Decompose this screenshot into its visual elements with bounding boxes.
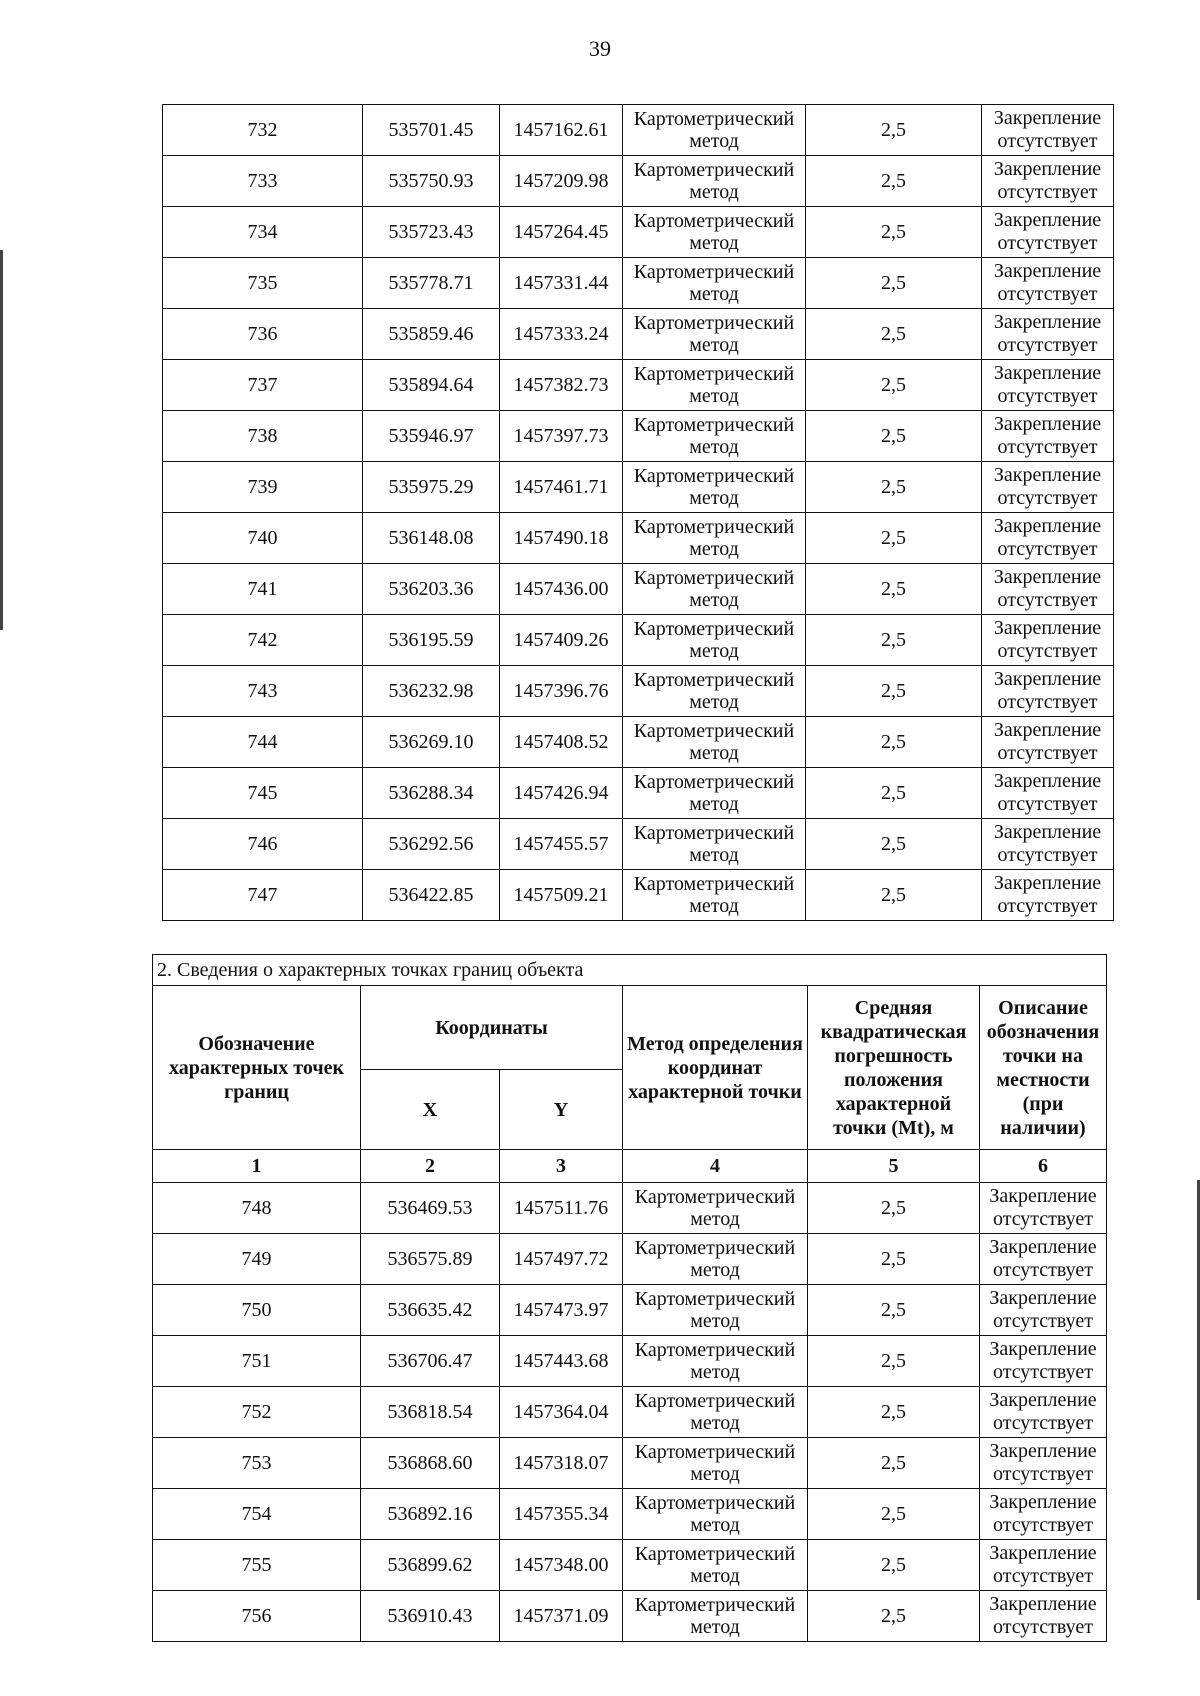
point-cell: 753	[153, 1438, 361, 1489]
description-cell: Закрепление отсутствует	[982, 207, 1114, 258]
x-coordinate-cell: 535778.71	[363, 258, 500, 309]
x-coordinate-cell: 536892.16	[361, 1489, 500, 1540]
x-coordinate-cell: 535894.64	[363, 360, 500, 411]
description-cell: Закрепление отсутствует	[980, 1438, 1107, 1489]
y-coordinate-cell: 1457473.97	[500, 1285, 623, 1336]
point-cell: 756	[153, 1591, 361, 1642]
error-cell: 2,5	[806, 717, 982, 768]
table-row	[153, 1387, 1107, 1438]
description-cell: Закрепление отсутствует	[980, 1489, 1107, 1540]
method-cell: Картометрический метод	[623, 411, 806, 462]
y-coordinate-cell: 1457509.21	[500, 870, 623, 921]
x-coordinate-cell: 536269.10	[363, 717, 500, 768]
table-row	[163, 309, 1114, 360]
point-cell: 738	[163, 411, 363, 462]
y-coordinate-cell: 1457382.73	[500, 360, 623, 411]
method-cell: Картометрический метод	[623, 1438, 808, 1489]
y-coordinate-cell: 1457461.71	[500, 462, 623, 513]
description-cell: Закрепление отсутствует	[982, 615, 1114, 666]
header-point-designation: Обозначение характерных точек границ	[153, 986, 361, 1150]
y-coordinate-cell: 1457333.24	[500, 309, 623, 360]
error-cell: 2,5	[806, 360, 982, 411]
table-row	[163, 411, 1114, 462]
method-cell: Картометрический метод	[623, 207, 806, 258]
description-cell: Закрепление отсутствует	[980, 1540, 1107, 1591]
y-coordinate-cell: 1457318.07	[500, 1438, 623, 1489]
y-coordinate-cell: 1457436.00	[500, 564, 623, 615]
method-cell: Картометрический метод	[623, 1591, 808, 1642]
description-cell: Закрепление отсутствует	[982, 462, 1114, 513]
table-row	[153, 1183, 1107, 1234]
point-cell: 749	[153, 1234, 361, 1285]
description-cell: Закрепление отсутствует	[982, 105, 1114, 156]
column-number: 6	[980, 1150, 1107, 1183]
point-cell: 754	[153, 1489, 361, 1540]
table-row	[163, 666, 1114, 717]
x-coordinate-cell: 535975.29	[363, 462, 500, 513]
x-coordinate-cell: 536292.56	[363, 819, 500, 870]
table-row	[163, 207, 1114, 258]
table-row	[153, 1438, 1107, 1489]
x-coordinate-cell: 536203.36	[363, 564, 500, 615]
scan-edge-left	[0, 250, 3, 630]
table-row	[163, 258, 1114, 309]
point-cell: 741	[163, 564, 363, 615]
point-cell: 746	[163, 819, 363, 870]
table-row	[163, 615, 1114, 666]
description-cell: Закрепление отсутствует	[980, 1591, 1107, 1642]
x-coordinate-cell: 536635.42	[361, 1285, 500, 1336]
point-cell: 755	[153, 1540, 361, 1591]
y-coordinate-cell: 1457355.34	[500, 1489, 623, 1540]
point-cell: 739	[163, 462, 363, 513]
point-cell: 750	[153, 1285, 361, 1336]
x-coordinate-cell: 535723.43	[363, 207, 500, 258]
error-cell: 2,5	[806, 156, 982, 207]
method-cell: Картометрический метод	[623, 1285, 808, 1336]
header-error: Средняя квадратическая погрешность положения характерной точки (Mt), м	[808, 986, 980, 1150]
error-cell: 2,5	[808, 1183, 980, 1234]
error-cell: 2,5	[808, 1336, 980, 1387]
table-row	[153, 1285, 1107, 1336]
description-cell: Закрепление отсутствует	[982, 870, 1114, 921]
description-cell: Закрепление отсутствует	[980, 1336, 1107, 1387]
point-cell: 736	[163, 309, 363, 360]
error-cell: 2,5	[806, 615, 982, 666]
method-cell: Картометрический метод	[623, 615, 806, 666]
point-cell: 745	[163, 768, 363, 819]
error-cell: 2,5	[806, 666, 982, 717]
table-row	[163, 717, 1114, 768]
boundary-points-table	[152, 954, 1107, 1642]
table-row	[153, 1336, 1107, 1387]
point-cell: 735	[163, 258, 363, 309]
method-cell: Картометрический метод	[623, 564, 806, 615]
description-cell: Закрепление отсутствует	[980, 1387, 1107, 1438]
x-coordinate-cell: 536422.85	[363, 870, 500, 921]
method-cell: Картометрический метод	[623, 666, 806, 717]
method-cell: Картометрический метод	[623, 819, 806, 870]
method-cell: Картометрический метод	[623, 1387, 808, 1438]
y-coordinate-cell: 1457497.72	[500, 1234, 623, 1285]
error-cell: 2,5	[808, 1489, 980, 1540]
method-cell: Картометрический метод	[623, 462, 806, 513]
x-coordinate-cell: 535701.45	[363, 105, 500, 156]
table-row	[153, 1489, 1107, 1540]
y-coordinate-cell: 1457264.45	[500, 207, 623, 258]
page-number: 39	[589, 36, 611, 61]
table-row	[153, 1591, 1107, 1642]
table-row	[153, 1234, 1107, 1285]
method-cell: Картометрический метод	[623, 360, 806, 411]
x-coordinate-cell: 535750.93	[363, 156, 500, 207]
y-coordinate-cell: 1457511.76	[500, 1183, 623, 1234]
error-cell: 2,5	[808, 1438, 980, 1489]
error-cell: 2,5	[806, 462, 982, 513]
y-coordinate-cell: 1457455.57	[500, 819, 623, 870]
y-coordinate-cell: 1457426.94	[500, 768, 623, 819]
table-row	[163, 768, 1114, 819]
point-cell: 748	[153, 1183, 361, 1234]
column-number: 2	[361, 1150, 500, 1183]
x-coordinate-cell: 536868.60	[361, 1438, 500, 1489]
method-cell: Картометрический метод	[623, 717, 806, 768]
table-row	[163, 105, 1114, 156]
y-coordinate-cell: 1457331.44	[500, 258, 623, 309]
column-number: 1	[153, 1150, 361, 1183]
error-cell: 2,5	[806, 258, 982, 309]
description-cell: Закрепление отсутствует	[980, 1285, 1107, 1336]
method-cell: Картометрический метод	[623, 1336, 808, 1387]
method-cell: Картометрический метод	[623, 1489, 808, 1540]
description-cell: Закрепление отсутствует	[982, 309, 1114, 360]
description-cell: Закрепление отсутствует	[980, 1183, 1107, 1234]
point-cell: 740	[163, 513, 363, 564]
table-row	[163, 870, 1114, 921]
table-row	[153, 1540, 1107, 1591]
error-cell: 2,5	[806, 870, 982, 921]
error-cell: 2,5	[806, 768, 982, 819]
x-coordinate-cell: 535946.97	[363, 411, 500, 462]
method-cell: Картометрический метод	[623, 1540, 808, 1591]
x-coordinate-cell: 536232.98	[363, 666, 500, 717]
section-title: 2. Сведения о характерных точках границ объекта	[153, 955, 1107, 986]
table-row	[163, 360, 1114, 411]
header-description: Описание обозначения точки на местности (при наличии)	[980, 986, 1107, 1150]
point-cell: 732	[163, 105, 363, 156]
x-coordinate-cell: 536575.89	[361, 1234, 500, 1285]
y-coordinate-cell: 1457397.73	[500, 411, 623, 462]
error-cell: 2,5	[808, 1234, 980, 1285]
x-coordinate-cell: 536899.62	[361, 1540, 500, 1591]
error-cell: 2,5	[806, 411, 982, 462]
description-cell: Закрепление отсутствует	[982, 768, 1114, 819]
x-coordinate-cell: 536288.34	[363, 768, 500, 819]
y-coordinate-cell: 1457396.76	[500, 666, 623, 717]
error-cell: 2,5	[806, 207, 982, 258]
point-cell: 733	[163, 156, 363, 207]
point-cell: 747	[163, 870, 363, 921]
x-coordinate-cell: 536148.08	[363, 513, 500, 564]
method-cell: Картометрический метод	[623, 156, 806, 207]
method-cell: Картометрический метод	[623, 105, 806, 156]
point-cell: 737	[163, 360, 363, 411]
error-cell: 2,5	[806, 564, 982, 615]
point-cell: 734	[163, 207, 363, 258]
error-cell: 2,5	[806, 513, 982, 564]
y-coordinate-cell: 1457162.61	[500, 105, 623, 156]
x-coordinate-cell: 536818.54	[361, 1387, 500, 1438]
header-method: Метод определения координат характерной точки	[623, 986, 808, 1150]
column-number: 4	[623, 1150, 808, 1183]
table-row	[163, 513, 1114, 564]
error-cell: 2,5	[806, 105, 982, 156]
x-coordinate-cell: 536706.47	[361, 1336, 500, 1387]
boundary-points-table-continued	[162, 104, 1114, 921]
description-cell: Закрепление отсутствует	[982, 819, 1114, 870]
description-cell: Закрепление отсутствует	[982, 360, 1114, 411]
error-cell: 2,5	[806, 819, 982, 870]
method-cell: Картометрический метод	[623, 1234, 808, 1285]
method-cell: Картометрический метод	[623, 870, 806, 921]
table-row	[163, 462, 1114, 513]
column-number: 3	[500, 1150, 623, 1183]
point-cell: 743	[163, 666, 363, 717]
description-cell: Закрепление отсутствует	[982, 666, 1114, 717]
point-cell: 744	[163, 717, 363, 768]
error-cell: 2,5	[806, 309, 982, 360]
error-cell: 2,5	[808, 1387, 980, 1438]
description-cell: Закрепление отсутствует	[982, 156, 1114, 207]
point-cell: 752	[153, 1387, 361, 1438]
error-cell: 2,5	[808, 1540, 980, 1591]
description-cell: Закрепление отсутствует	[982, 717, 1114, 768]
table-row	[163, 819, 1114, 870]
method-cell: Картометрический метод	[623, 1183, 808, 1234]
y-coordinate-cell: 1457371.09	[500, 1591, 623, 1642]
description-cell: Закрепление отсутствует	[982, 258, 1114, 309]
header-x: X	[361, 1070, 500, 1150]
description-cell: Закрепление отсутствует	[982, 513, 1114, 564]
header-y: Y	[500, 1070, 623, 1150]
column-number: 5	[808, 1150, 980, 1183]
y-coordinate-cell: 1457408.52	[500, 717, 623, 768]
y-coordinate-cell: 1457443.68	[500, 1336, 623, 1387]
x-coordinate-cell: 535859.46	[363, 309, 500, 360]
header-coordinates: Координаты	[361, 986, 623, 1070]
y-coordinate-cell: 1457209.98	[500, 156, 623, 207]
description-cell: Закрепление отсутствует	[982, 564, 1114, 615]
method-cell: Картометрический метод	[623, 258, 806, 309]
method-cell: Картометрический метод	[623, 768, 806, 819]
x-coordinate-cell: 536195.59	[363, 615, 500, 666]
y-coordinate-cell: 1457409.26	[500, 615, 623, 666]
x-coordinate-cell: 536469.53	[361, 1183, 500, 1234]
point-cell: 742	[163, 615, 363, 666]
description-cell: Закрепление отсутствует	[980, 1234, 1107, 1285]
y-coordinate-cell: 1457490.18	[500, 513, 623, 564]
y-coordinate-cell: 1457364.04	[500, 1387, 623, 1438]
method-cell: Картометрический метод	[623, 309, 806, 360]
method-cell: Картометрический метод	[623, 513, 806, 564]
error-cell: 2,5	[808, 1591, 980, 1642]
description-cell: Закрепление отсутствует	[982, 411, 1114, 462]
table-row	[163, 156, 1114, 207]
point-cell: 751	[153, 1336, 361, 1387]
table-row	[163, 564, 1114, 615]
x-coordinate-cell: 536910.43	[361, 1591, 500, 1642]
error-cell: 2,5	[808, 1285, 980, 1336]
y-coordinate-cell: 1457348.00	[500, 1540, 623, 1591]
